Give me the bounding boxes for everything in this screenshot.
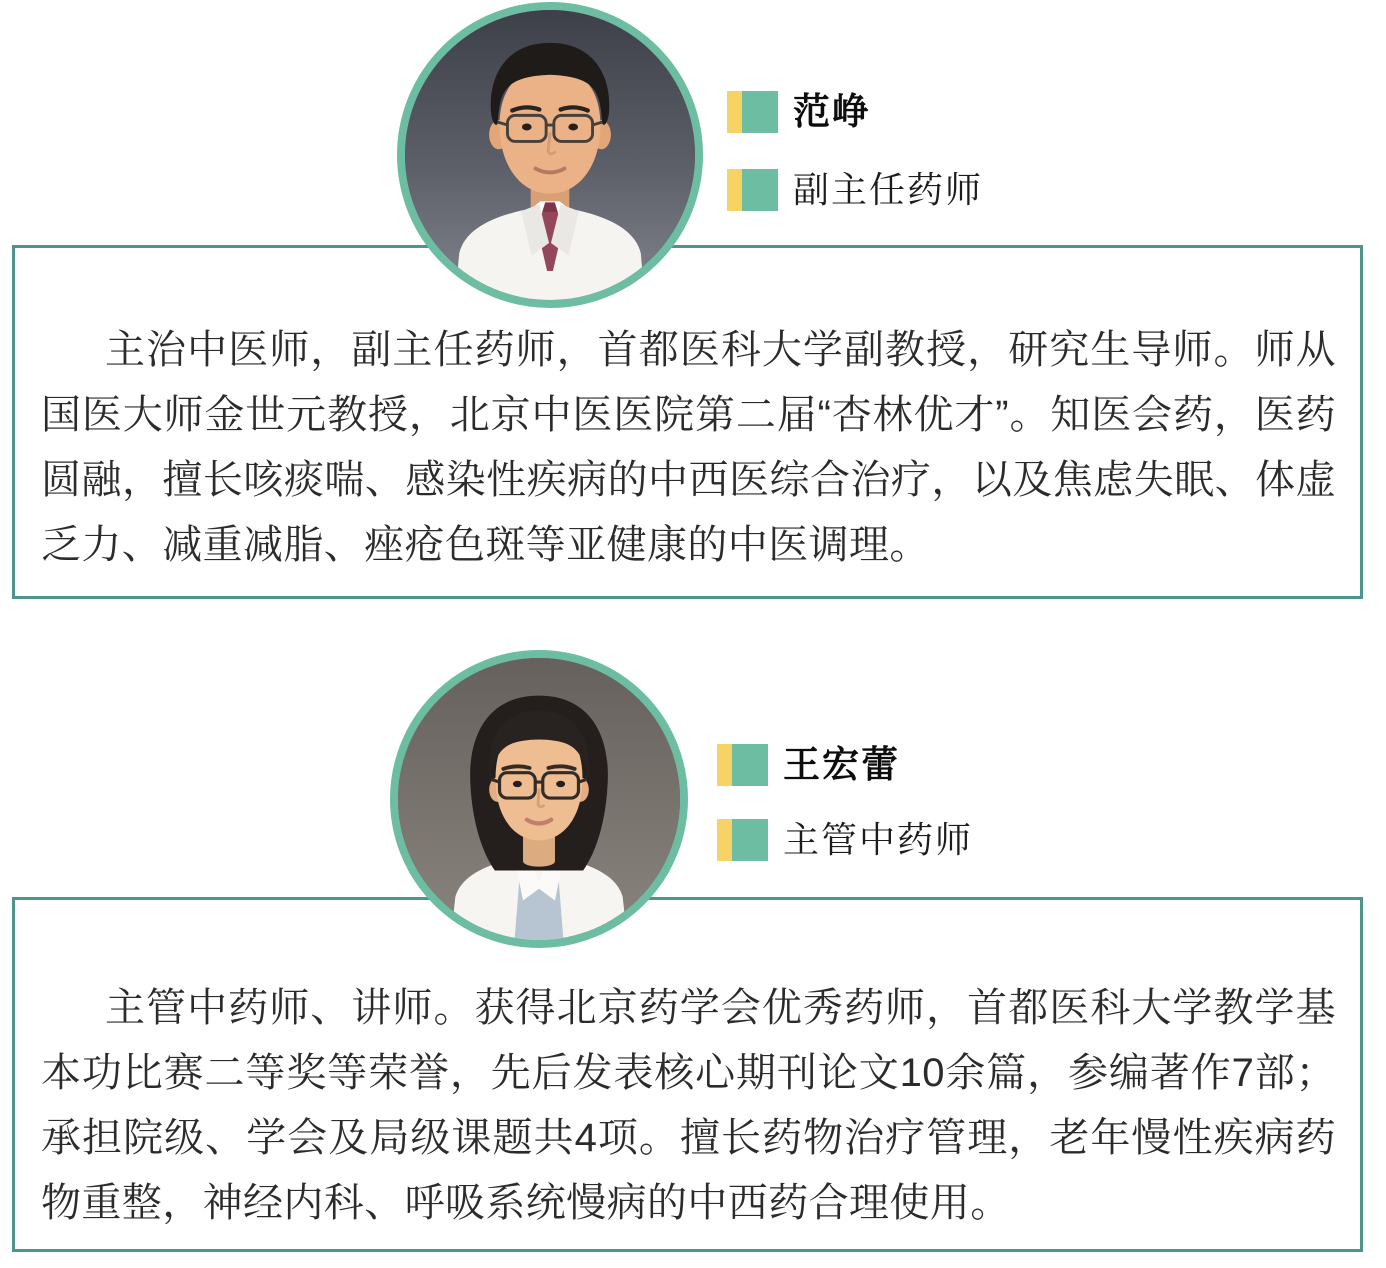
title-marker-icon [727, 169, 778, 211]
male-doctor-portrait-illustration [405, 10, 695, 300]
name-marker-icon [717, 744, 768, 786]
person-name: 范峥 [793, 91, 871, 132]
person-name: 王宏蕾 [783, 744, 900, 785]
marker-teal-bar [742, 91, 778, 133]
profile-photo-female [390, 650, 688, 948]
person-job-title: 主管中药师 [783, 819, 974, 860]
marker-yellow-bar [717, 744, 732, 786]
profile-2-name-row [717, 744, 900, 786]
profile-1-bio-text: 主治中医师，副主任药师，首都医科大学副教授，研究生导师。师从国医大师金世元教授，北京中医医院第二届“杏林优才”。知医会药，医药圆融，擅长咳痰喘、感染性疾病的中西医综合治疗，以及焦虑失眠、体虚乏力、减重减脂、痤疮色斑等亚健康的中医调理。 [41, 328, 1336, 567]
profile-2-title-row [717, 819, 973, 861]
marker-teal-bar [742, 169, 778, 211]
profile-1-title-row [727, 169, 983, 211]
marker-yellow-bar [727, 169, 742, 211]
profile-2-bio-box [12, 897, 1363, 1252]
profile-2-bio-text: 主管中药师、讲师。获得北京药学会优秀药师，首都医科大学教学基本功比赛二等奖等荣誉，先后发表核心期刊论文10余篇，参编著作7部；承担院级、学会及局级课题共4项。擅长药物治疗管理，老年慢性疾病药物重整，神经内科、呼吸系统慢病的中西药合理使用。 [41, 986, 1336, 1225]
marker-yellow-bar [717, 819, 732, 861]
marker-yellow-bar [727, 91, 742, 133]
person-job-title: 副主任药师 [793, 169, 984, 210]
marker-teal-bar [732, 819, 768, 861]
marker-teal-bar [732, 744, 768, 786]
name-marker-icon [727, 91, 778, 133]
profile-1-name-row [727, 91, 871, 133]
profile-photo-male [397, 2, 703, 308]
profile-1-bio-box [12, 245, 1363, 599]
female-doctor-portrait-illustration [398, 658, 680, 940]
title-marker-icon [717, 819, 768, 861]
